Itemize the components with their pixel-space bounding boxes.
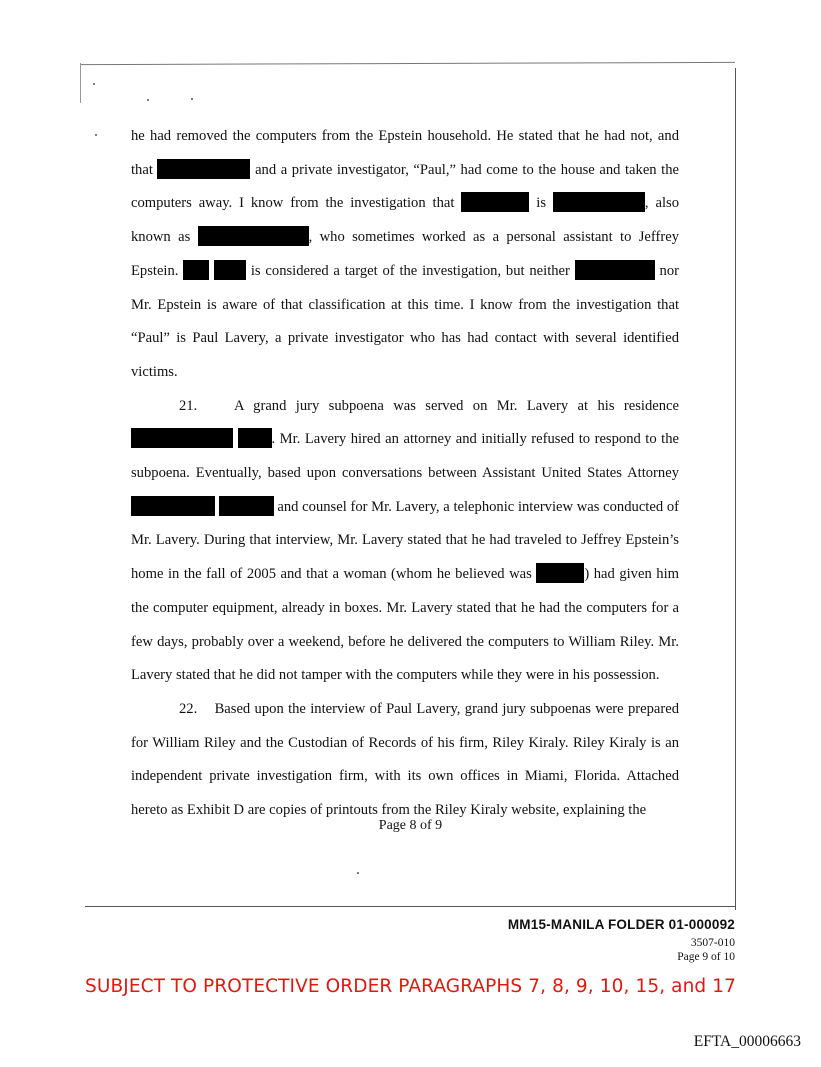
redaction-box	[219, 496, 274, 516]
doc-page-stamp: Page 9 of 10	[677, 951, 735, 963]
paragraph-22	[131, 693, 679, 828]
text-run: and a private investigator, “Paul,” had come to the house and taken the computers away. I know from the investigation that	[131, 161, 680, 212]
redaction-box	[238, 428, 272, 448]
text-run: he had removed the computers from the Epstein household. He stated that he had not, and that	[131, 128, 679, 178]
scan-speck	[191, 98, 193, 100]
redaction-box	[131, 428, 233, 448]
scan-speck	[93, 83, 95, 85]
redaction-box	[198, 226, 309, 246]
redaction-box	[214, 260, 246, 280]
text-run: , also known as	[131, 195, 679, 246]
text-run: and counsel for Mr. Lavery, a telephonic interview was conducted of Mr. Lavery. During that interview, Mr. Lavery stated that he had traveled to Jeffrey Epstein’s home in the fall of 2005 and that a woman (whom he believed was	[131, 498, 679, 583]
protective-order-banner: SUBJECT TO PROTECTIVE ORDER PARAGRAPHS 7, 8, 9, 10, 15, and 17	[85, 976, 736, 997]
page-number: Page 8 of 9	[378, 818, 443, 833]
paragraph-continued	[131, 120, 679, 390]
paragraph-number: 21.	[179, 397, 198, 414]
text-run: . Mr. Lavery hired an attorney and initially refused to respond to the subpoena. Eventually, based upon conversations between Assistant United States Attorney	[131, 431, 679, 482]
paragraph-number: 22.	[179, 700, 198, 717]
redaction-box	[553, 192, 645, 212]
scan-speck	[95, 134, 97, 136]
text-run: is	[536, 195, 546, 212]
text-run: , who sometimes worked as a personal assistant to Jeffrey Epstein.	[131, 229, 679, 279]
text-run: is considered a target of the investigation, but neither	[250, 262, 570, 279]
text-run: A grand jury subpoena was served on Mr. Lavery at his residence	[234, 397, 679, 414]
redaction-box	[575, 260, 655, 280]
scan-speck	[147, 99, 149, 101]
text-run: Based upon the interview of Paul Lavery, grand jury subpoenas were prepared for William Riley and the Custodian of Records of his firm, Riley Kiraly. Riley Kiraly is an independent private investigation firm, with its own offices in Miami, Florida. Attached hereto as Exhibit D are copies of printouts from the Riley Kiraly website, explaining the	[131, 700, 680, 819]
redaction-box	[461, 192, 529, 212]
redaction-box	[536, 563, 584, 583]
redaction-box	[157, 159, 250, 179]
bates-number: EFTA_00006663	[693, 1033, 801, 1050]
text-run: nor Mr. Epstein is aware of that classification at this time. I know from the investigation that “Paul” is Paul Lavery, a private investigator who has had contact with several identified victims.	[131, 262, 679, 380]
doc-code: 3507-010	[690, 937, 735, 949]
text-run: ) had given him the computer equipment, already in boxes. Mr. Lavery stated that he had the computers for a few days, probably over a weekend, before he delivered the computers to William Riley. Mr. Lavery stated that he did not tamper with the computers while they were in his possession.	[131, 566, 679, 684]
frame-bottom-line	[85, 906, 735, 907]
redaction-box	[131, 496, 215, 516]
frame-left-line	[80, 63, 81, 103]
scan-speck	[357, 872, 359, 874]
frame-right-line	[735, 68, 736, 910]
frame-top-line	[80, 62, 735, 65]
folder-id-stamp: MM15-MANILA FOLDER 01-000092	[507, 917, 735, 932]
paragraph-21	[131, 390, 679, 693]
redaction-box	[183, 260, 209, 280]
document-body	[131, 120, 679, 828]
